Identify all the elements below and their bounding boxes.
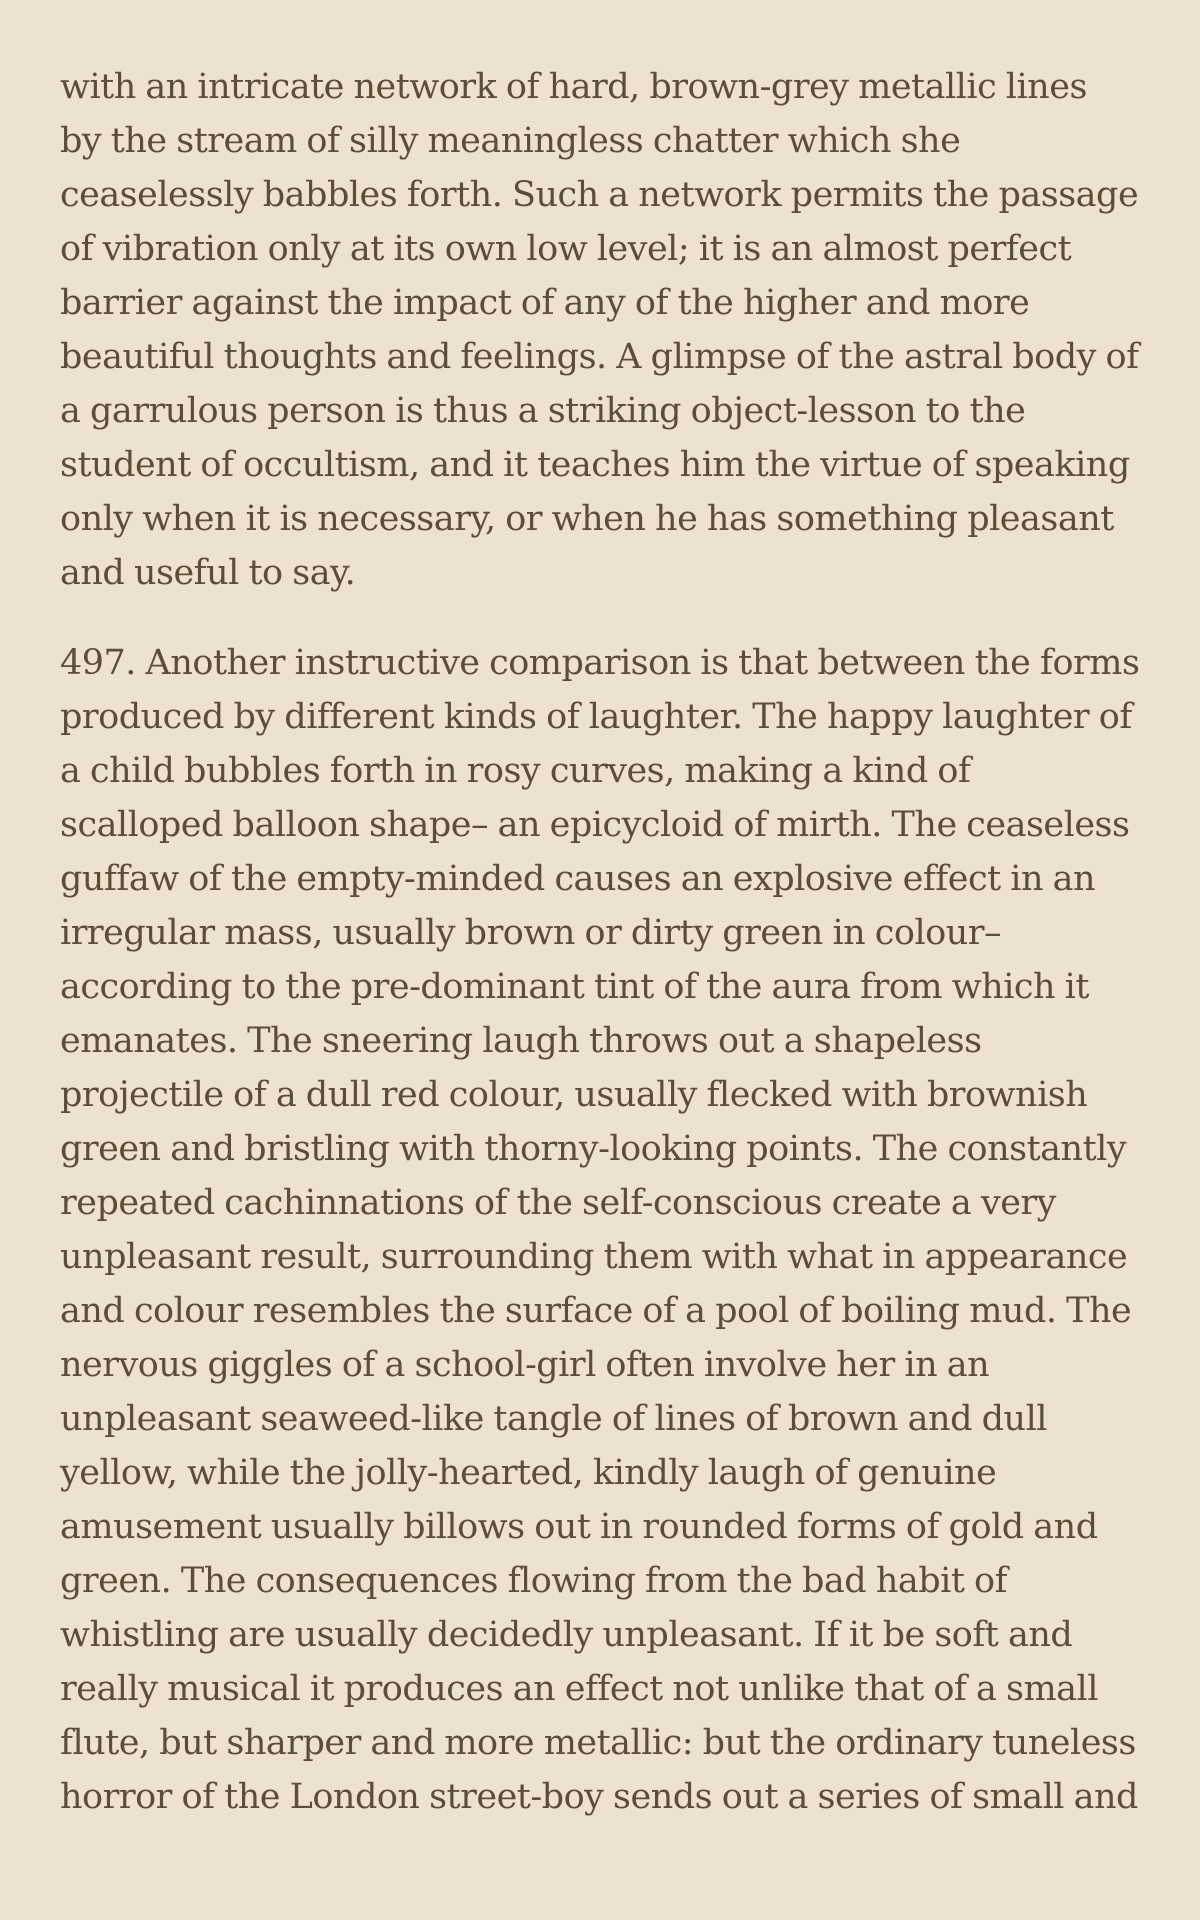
paragraph-497: 497. Another instructive comparison is that between the forms produced by different kinds of laughter. The happy laughter of a child bubbles forth in rosy curves, making a kind of scalloped balloon shape– an epicycloid of mirth. The ceaseless guffaw of the empty-minded causes an explosive effect in an irregular mass, usually brown or dirty green in colour– according to the pre-dominant tint of the aura from which it emanates. The sneering laugh throws out a shapeless projectile of a dull red colour, usually flecked with brownish green and bristling with thorny-looking points. The constantly repeated cachinnations of the self-conscious create a very unpleasant result, surrounding them with what in appearance and colour resembles the surface of a pool of boiling mud. The nervous giggles of a school-girl often involve her in an unpleasant seaweed-like tangle of lines of brown and dull yellow, while the jolly-hearted, kindly laugh of genuine amusement usually billows out in rounded forms of gold and green. The consequences flowing from the bad habit of whistling are usually decidedly unpleasant. If it be soft and really musical it produces an effect not unlike that of a small flute, but sharper and more metallic: but the ordinary tuneless horror of the London street-boy sends out a series of small and: [60, 643, 1140, 1817]
paragraph-continued: with an intricate network of hard, brown-grey metallic lines by the stream of silly meaningless chatter which she ceaselessly babbles forth. Such a network permits the passage of vibration only at its own low level; it is an almost perfect barrier against the impact of any of the higher and more beautiful thoughts and feelings. A glimpse of the astral body of a garrulous person is thus a striking object-lesson to the student of occultism, and it teaches him the virtue of speaking only when it is necessary, or when he has something pleasant and useful to say.: [60, 67, 1139, 593]
